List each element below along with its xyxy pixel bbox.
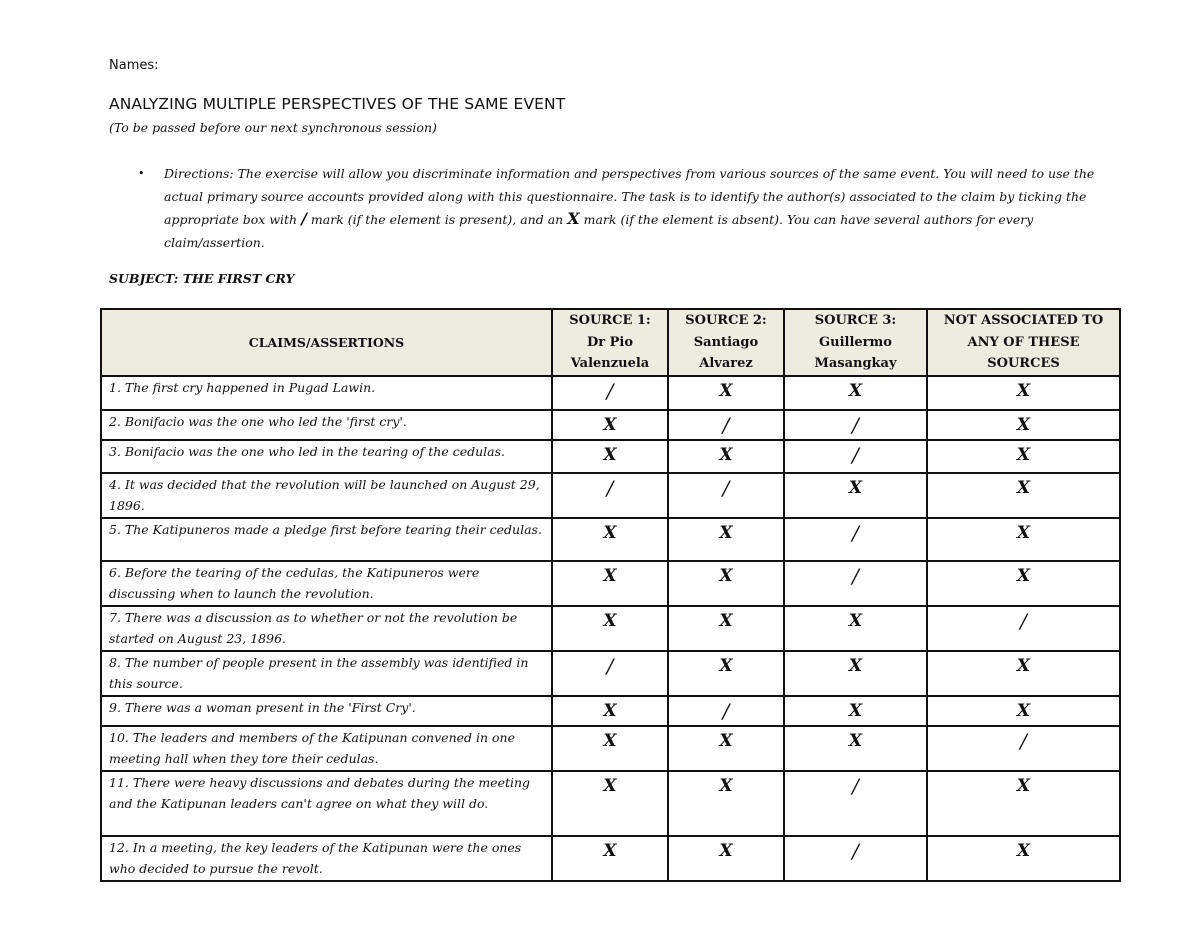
source-3-header-line: Masangkay — [814, 356, 897, 371]
source-2-mark-cell[interactable]: X — [668, 836, 784, 881]
source-2-header-line: Alvarez — [699, 356, 753, 371]
source-1-mark-cell[interactable]: X — [552, 561, 668, 606]
x-mark-icon: X — [567, 209, 580, 228]
table-row — [101, 376, 1120, 410]
not-associated-header-line: SOURCES — [987, 356, 1060, 371]
source-3-header-line: SOURCE 3: — [814, 313, 897, 328]
source-1-mark-cell[interactable]: / — [552, 651, 668, 696]
source-1-header-line: SOURCE 1: — [569, 313, 651, 328]
source-3-mark-cell[interactable]: X — [784, 726, 927, 771]
not-associated-mark-cell[interactable]: X — [927, 440, 1120, 473]
source-2-mark-cell[interactable]: X — [668, 376, 784, 410]
source-3-mark-cell[interactable]: / — [784, 561, 927, 606]
source-1-header-line: Valenzuela — [570, 356, 650, 371]
source-3-mark-cell[interactable]: X — [784, 696, 927, 726]
table-row — [101, 561, 1120, 606]
claims-table — [100, 308, 1121, 882]
claim-cell: 7. There was a discussion as to whether or not the revolution be started on August 23, 1896. — [101, 606, 552, 651]
source-3-mark-cell[interactable]: / — [784, 410, 927, 440]
table-row — [101, 473, 1120, 518]
source-2-header-line: SOURCE 2: — [685, 313, 767, 328]
source-1-mark-cell[interactable]: / — [552, 376, 668, 410]
claim-cell: 2. Bonifacio was the one who led the 'first cry'. — [101, 410, 552, 440]
table-row — [101, 440, 1120, 473]
source-3-mark-cell[interactable]: X — [784, 651, 927, 696]
page-title: ANALYZING MULTIPLE PERSPECTIVES OF THE SAME EVENT — [109, 95, 566, 113]
source-2-mark-cell[interactable]: X — [668, 440, 784, 473]
not-associated-mark-cell[interactable]: X — [927, 473, 1120, 518]
claim-cell: 10. The leaders and members of the Katipunan convened in one meeting hall when they tore their cedulas. — [101, 726, 552, 771]
source-1-mark-cell[interactable]: X — [552, 771, 668, 836]
not-associated-mark-cell[interactable]: X — [927, 518, 1120, 561]
table-row — [101, 518, 1120, 561]
not-associated-mark-cell[interactable]: / — [927, 606, 1120, 651]
claim-cell: 1. The first cry happened in Pugad Lawin. — [101, 376, 552, 410]
source-1-column-header — [552, 309, 668, 376]
not-associated-header-line: NOT ASSOCIATED TO — [943, 313, 1104, 328]
table-row — [101, 771, 1120, 836]
not-associated-mark-cell[interactable]: X — [927, 376, 1120, 410]
source-2-mark-cell[interactable]: X — [668, 651, 784, 696]
bullet-icon: • — [138, 167, 145, 180]
source-3-mark-cell[interactable]: X — [784, 606, 927, 651]
source-3-header-line: Guillermo — [819, 334, 892, 350]
table-row — [101, 606, 1120, 651]
source-1-mark-cell[interactable]: X — [552, 836, 668, 881]
directions-part-3: mark (if the element is absent). You can have several authors for every claim/assertion. — [164, 212, 1034, 250]
table-row — [101, 726, 1120, 771]
source-1-mark-cell[interactable]: X — [552, 696, 668, 726]
not-associated-mark-cell[interactable]: X — [927, 651, 1120, 696]
claim-cell: 4. It was decided that the revolution will be launched on August 29, 1896. — [101, 473, 552, 518]
not-associated-column-header — [927, 309, 1120, 376]
table-row — [101, 836, 1120, 881]
source-1-mark-cell[interactable]: X — [552, 410, 668, 440]
source-3-mark-cell[interactable]: / — [784, 518, 927, 561]
source-2-mark-cell[interactable]: / — [668, 410, 784, 440]
source-2-column-header — [668, 309, 784, 376]
claim-cell: 6. Before the tearing of the cedulas, the Katipuneros were discussing when to launch the revolution. — [101, 561, 552, 606]
claim-cell: 5. The Katipuneros made a pledge first before tearing their cedulas. — [101, 518, 552, 561]
source-3-mark-cell[interactable]: / — [784, 836, 927, 881]
source-1-header-line: Dr Pio — [586, 334, 634, 350]
names-label: Names: — [109, 58, 159, 73]
source-3-mark-cell[interactable]: X — [784, 473, 927, 518]
source-2-header-line: Santiago — [693, 334, 759, 350]
not-associated-mark-cell[interactable]: X — [927, 696, 1120, 726]
table-row — [101, 651, 1120, 696]
not-associated-mark-cell[interactable]: X — [927, 561, 1120, 606]
table-header-row — [101, 309, 1120, 376]
source-2-mark-cell[interactable]: X — [668, 518, 784, 561]
table-row — [101, 410, 1120, 440]
source-3-mark-cell[interactable]: X — [784, 376, 927, 410]
claims-column-header: CLAIMS/ASSERTIONS — [101, 309, 552, 376]
source-2-mark-cell[interactable]: X — [668, 561, 784, 606]
source-1-mark-cell[interactable]: X — [552, 518, 668, 561]
claim-cell: 3. Bonifacio was the one who led in the tearing of the cedulas. — [101, 440, 552, 473]
source-2-mark-cell[interactable]: X — [668, 726, 784, 771]
subject-heading: SUBJECT: THE FIRST CRY — [109, 271, 295, 286]
claim-cell: 8. The number of people present in the assembly was identified in this source. — [101, 651, 552, 696]
claim-cell: 11. There were heavy discussions and debates during the meeting and the Katipunan leaders can't agree on what they will do. — [101, 771, 552, 836]
not-associated-header-line: ANY OF THESE — [967, 334, 1080, 350]
directions-part-2: mark (if the element is present), and an — [310, 212, 564, 227]
directions-part-1: Directions: The exercise will allow you discriminate information and perspectives from various sources of the same event. You will need to use the actual primary source accounts provided along with this questionnaire. The task is to identify the author(s) associated to the claim by ticking the appropriate box with — [164, 166, 1095, 227]
not-associated-mark-cell[interactable]: X — [927, 836, 1120, 881]
source-3-column-header — [784, 309, 927, 376]
directions-text — [164, 163, 1099, 254]
page-subtitle: (To be passed before our next synchronous session) — [109, 120, 437, 135]
not-associated-mark-cell[interactable]: / — [927, 726, 1120, 771]
source-3-mark-cell[interactable]: / — [784, 771, 927, 836]
slash-mark-icon: / — [301, 209, 307, 228]
source-2-mark-cell[interactable]: / — [668, 473, 784, 518]
source-1-mark-cell[interactable]: X — [552, 440, 668, 473]
source-2-mark-cell[interactable]: / — [668, 696, 784, 726]
claim-cell: 9. There was a woman present in the 'First Cry'. — [101, 696, 552, 726]
not-associated-mark-cell[interactable]: X — [927, 771, 1120, 836]
source-2-mark-cell[interactable]: X — [668, 771, 784, 836]
source-1-mark-cell[interactable]: X — [552, 726, 668, 771]
source-3-mark-cell[interactable]: / — [784, 440, 927, 473]
not-associated-mark-cell[interactable]: X — [927, 410, 1120, 440]
claim-cell: 12. In a meeting, the key leaders of the Katipunan were the ones who decided to pursue the revolt. — [101, 836, 552, 881]
source-1-mark-cell[interactable]: X — [552, 606, 668, 651]
source-1-mark-cell[interactable]: / — [552, 473, 668, 518]
source-2-mark-cell[interactable]: X — [668, 606, 784, 651]
table-row — [101, 696, 1120, 726]
